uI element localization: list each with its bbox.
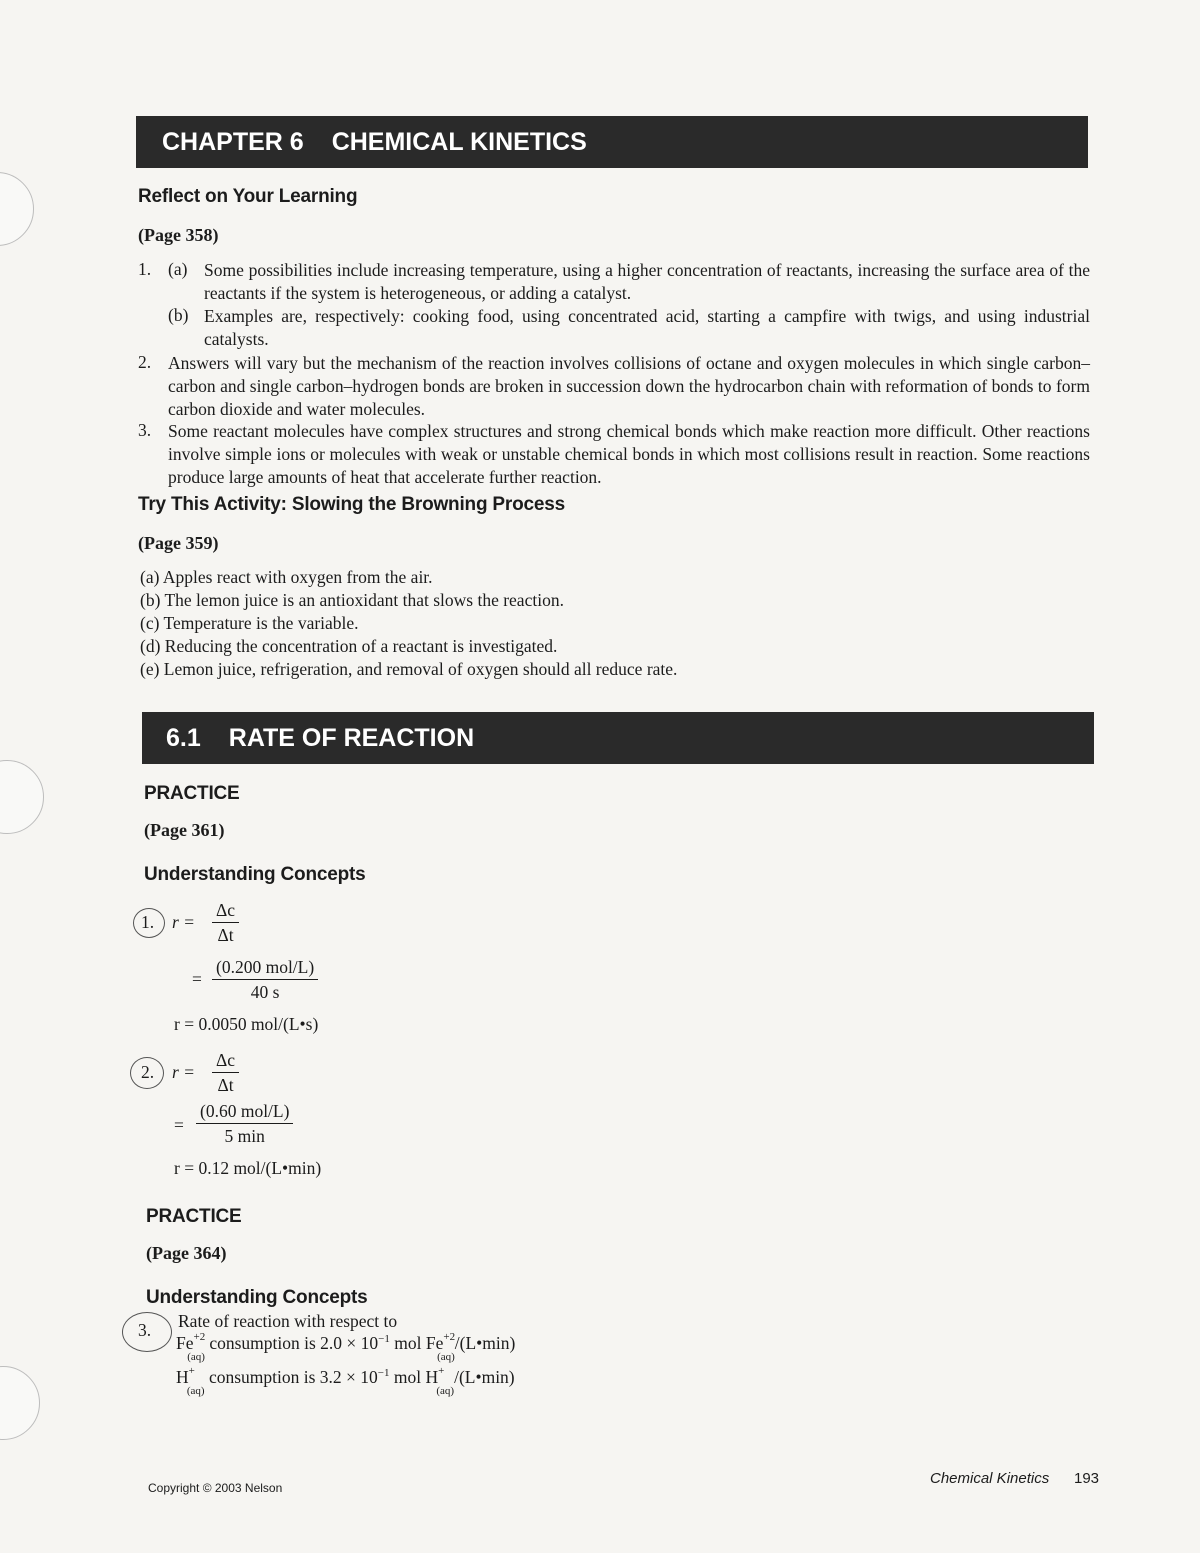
question-1-result: r = 0.0050 mol/(L•s) (174, 1014, 319, 1034)
activity-page-ref: (Page 359) (138, 533, 219, 553)
question-2-value-denominator: 5 min (224, 1126, 265, 1146)
question-1-number: 1. (141, 912, 155, 932)
question-1-formula-denominator: Δt (217, 925, 234, 945)
activity-line-a: (a) Apples react with oxygen from the air. (140, 567, 433, 587)
question-3-h-line: $H^+_{(aq)}$ consumption is $3.2 \times 10^{-1}$ mol $H^+_{(aq)}/(L•\min)$ (176, 1365, 515, 1397)
chapter-number: CHAPTER 6 (162, 127, 304, 156)
question-2-lhs: r = (172, 1062, 195, 1082)
question-2-formula-numerator: Δc (212, 1049, 239, 1073)
question-3-number: 3. (138, 1320, 152, 1340)
chapter-banner (136, 116, 1088, 168)
section-title: RATE OF REACTION (228, 723, 475, 752)
question-1-formula-numerator: Δc (212, 899, 239, 923)
question-3-intro: Rate of reaction with respect to (178, 1311, 398, 1331)
chapter-title: CHEMICAL KINETICS (331, 127, 587, 156)
question-1-value-fraction (212, 956, 318, 1004)
activity-line-b: (b) The lemon juice is an antioxidant that slows the reaction. (140, 590, 564, 610)
activity-heading: Try This Activity: Slowing the Browning Process (138, 494, 565, 515)
footer-running-title: Chemical Kinetics (930, 1470, 1050, 1487)
binder-hole-top (0, 172, 34, 246)
item-3-number: 3. (138, 420, 152, 440)
item-2-text: Answers will vary but the mechanism of the reaction involves collisions of octane and oxygen molecules in which single carbon–carbon and single carbon–hydrogen bonds are broken in succession down the hydrocarbon chain with reformation of bonds to form carbon dioxide and water molecules. (168, 353, 1090, 419)
item-1b-label: (b) (168, 305, 189, 325)
footer-page-number: 193 (1074, 1470, 1100, 1487)
question-2-formula-fraction (212, 1049, 239, 1097)
question-2-result: r = 0.12 mol/(L•min) (174, 1158, 322, 1178)
question-1-formula-fraction (212, 899, 239, 947)
activity-line-e: (e) Lemon juice, refrigeration, and removal of oxygen should all reduce rate. (140, 659, 678, 679)
item-1a-text: Some possibilities include increasing temperature, using a higher concentration of reactants, increasing the surface area of the reactants if the system is heterogeneous, or adding a catalyst. (204, 260, 1090, 303)
practice1-heading: PRACTICE (144, 783, 240, 804)
question-2-formula-denominator: Δt (217, 1075, 234, 1095)
binder-hole-bottom (0, 1366, 40, 1440)
section-number: 6.1 (166, 723, 201, 752)
binder-hole-middle (0, 760, 44, 834)
question-2-number: 2. (141, 1062, 155, 1082)
question-1-value-numerator: (0.200 mol/L) (212, 956, 318, 980)
practice2-heading: PRACTICE (146, 1206, 242, 1227)
question-2-value-fraction (196, 1100, 293, 1148)
item-1b-text: Examples are, respectively: cooking food, using concentrated acid, starting a campfire with twigs, and using industrial catalysts. (204, 306, 1090, 349)
question-1-value-denominator: 40 s (250, 982, 280, 1002)
activity-line-d: (d) Reducing the concentration of a reactant is investigated. (140, 636, 558, 656)
question-1-equals: = (192, 969, 202, 989)
section-banner (142, 712, 1094, 764)
item-2-number: 2. (138, 352, 152, 372)
practice1-subheading: Understanding Concepts (144, 864, 366, 885)
practice2-subheading: Understanding Concepts (146, 1287, 368, 1308)
reflect-page-ref: (Page 358) (138, 225, 219, 245)
question-3-fe-line: $Fe^{+2}_{(aq)}$ consumption is $2.0 \times 10^{-1}$ mol $Fe^{+2}_{(aq)}/(L•\min)$ (176, 1331, 516, 1363)
item-1a-label: (a) (168, 259, 188, 279)
item-3-text: Some reactant molecules have complex structures and strong chemical bonds which make reaction more difficult. Other reactions involve simple ions or molecules with weak or unstable chemical bonds in which most collisions result in reaction. Some reactions produce large amounts of heat that accelerate further reaction. (168, 421, 1090, 487)
question-1-lhs: r = (172, 912, 195, 932)
question-2-equals: = (174, 1115, 184, 1135)
question-2-value-numerator: (0.60 mol/L) (196, 1100, 293, 1124)
practice2-page-ref: (Page 364) (146, 1243, 227, 1263)
footer-copyright: Copyright © 2003 Nelson (148, 1481, 283, 1495)
reflect-heading: Reflect on Your Learning (138, 186, 358, 207)
item-1-number: 1. (138, 259, 152, 279)
activity-line-c: (c) Temperature is the variable. (140, 613, 359, 633)
practice1-page-ref: (Page 361) (144, 820, 225, 840)
